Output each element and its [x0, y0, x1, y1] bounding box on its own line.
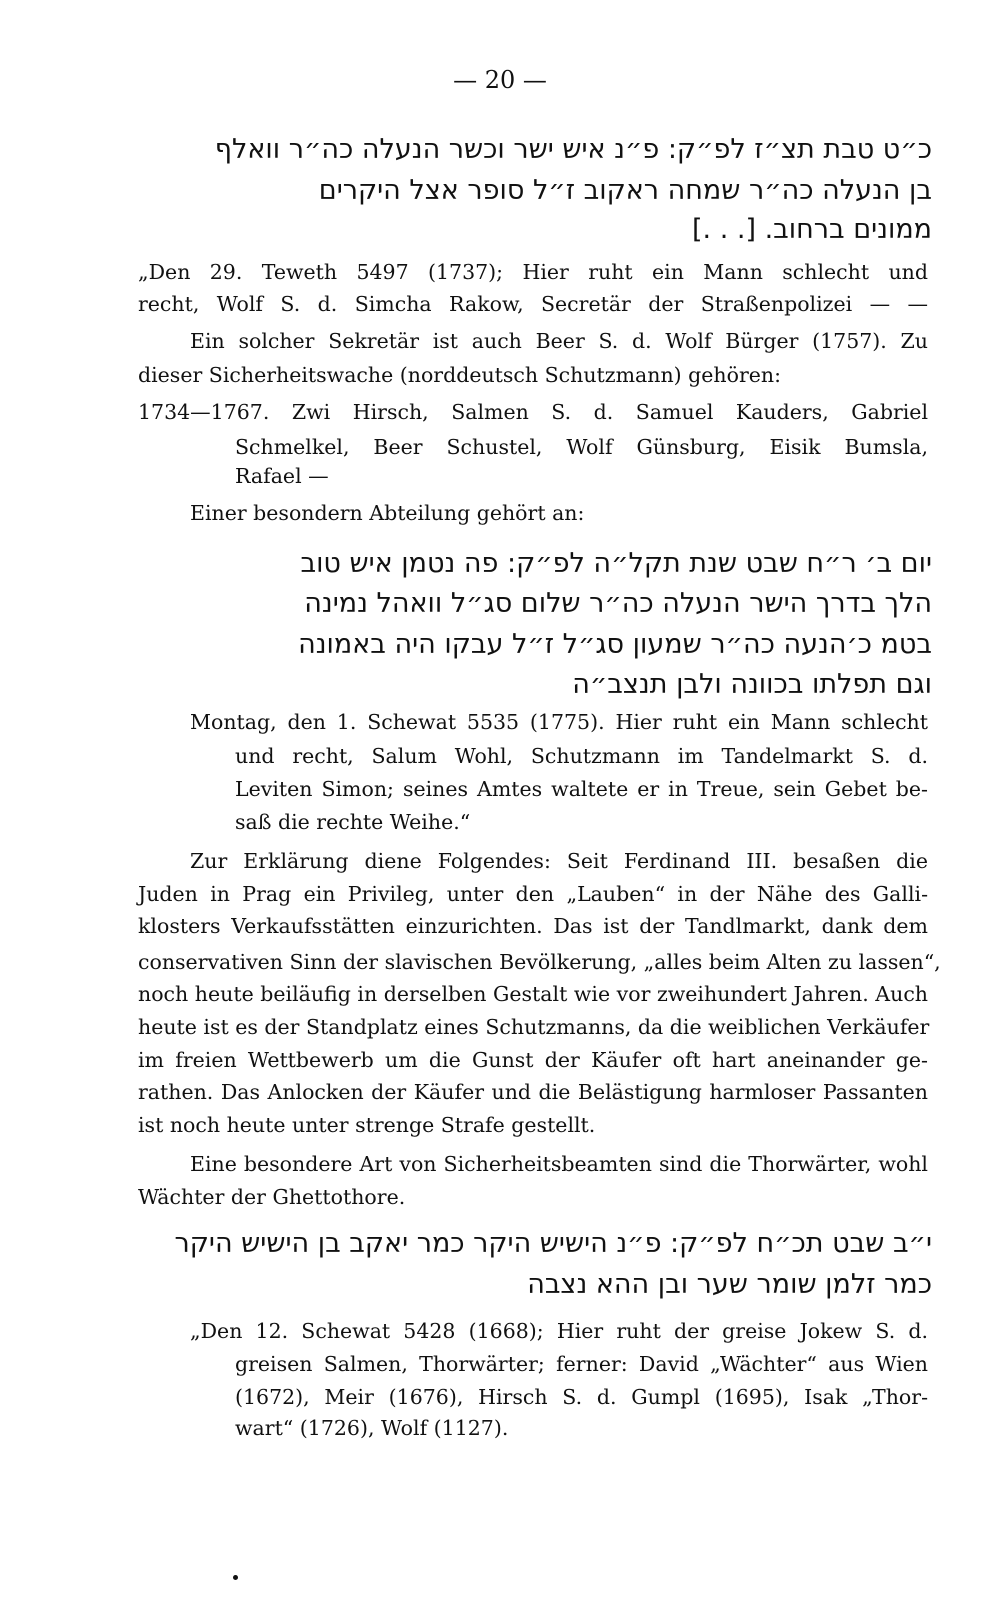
text-line: Zur Erklärung diene Folgendes: Seit Ferdinand III. besaßen die — [190, 849, 928, 873]
text-line: „Den 29. Teweth 5497 (1737); Hier ruht ein Mann schlecht und — [138, 260, 928, 284]
hebrew-line: בן הנעלה כה״ר שמחה ראקוב ז״ל סופר אצל היקרים — [318, 175, 932, 206]
text-line: Eine besondere Art von Sicherheitsbeamten sind die Thorwärter, wohl — [190, 1152, 928, 1176]
hebrew-line: כמר זלמן שומר שער ובן ההא נצבה — [527, 1269, 932, 1300]
text-line: saß die rechte Weihe.“ — [235, 810, 471, 834]
text-line: Schmelkel, Beer Schustel, Wolf Günsburg, Eisik Bumsla, — [235, 435, 928, 459]
hebrew-line: בטמ כ׳הנעה כה״ר שמעון סג״ל ז״ל עבקו היה באמונה — [298, 629, 932, 660]
text-line: noch heute beiläufig in derselben Gestalt wie vor zweihundert Jahren. Auch — [138, 982, 928, 1006]
hebrew-line: הלך בדרך הישר הנעלה כה״ר שלום סג״ל וואהל נמינה — [304, 588, 932, 619]
page-number: — 20 — — [453, 66, 547, 94]
text-line: im freien Wettbewerb um die Gunst der Käufer oft hart aneinander ge- — [138, 1048, 928, 1072]
text-line: heute ist es der Standplatz eines Schutzmanns, da die weiblichen Verkäufer — [138, 1015, 930, 1039]
text-line: greisen Salmen, Thorwärter; ferner: David „Wächter“ aus Wien — [235, 1352, 928, 1376]
hebrew-line: כ״ט טבת תצ״ז לפ״ק: פ״נ איש ישר וכשר הנעלה כה״ר וואלף — [214, 134, 932, 165]
text-line: Ein solcher Sekretär ist auch Beer S. d. Wolf Bürger (1757). Zu — [190, 329, 928, 353]
hebrew-line: וגם תפלתו בכוונה ולבן תנצב״ה — [572, 669, 932, 700]
text-line: „Den 12. Schewat 5428 (1668); Hier ruht der greise Jokew S. d. — [190, 1319, 928, 1343]
ink-speck — [233, 1575, 238, 1580]
text-line: und recht, Salum Wohl, Schutzmann im Tandelmarkt S. d. — [235, 744, 928, 768]
text-line: Einer besondern Abteilung gehört an: — [190, 501, 585, 525]
text-line: Leviten Simon; seines Amtes waltete er in Treue, sein Gebet be- — [235, 777, 928, 801]
text-line: wart“ (1726), Wolf (1127). — [235, 1416, 509, 1440]
text-line: 1734—1767. Zwi Hirsch, Salmen S. d. Samuel Kauders, Gabriel — [138, 400, 928, 424]
text-line: (1672), Meir (1676), Hirsch S. d. Gumpl (1695), Isak „Thor- — [235, 1385, 928, 1409]
text-line: conservativen Sinn der slavischen Bevölkerung, „alles beim Alten zu lassen“, — [138, 950, 941, 974]
hebrew-line: יום ב׳ ר״ח שבט שנת תקל״ה לפ״ק: פה נטמן איש טוב — [300, 548, 932, 579]
text-line: Juden in Prag ein Privileg, unter den „Lauben“ in der Nähe des Galli- — [138, 882, 928, 906]
text-line: dieser Sicherheitswache (norddeutsch Schutzmann) gehören: — [138, 363, 782, 387]
text-line: recht, Wolf S. d. Simcha Rakow, Secretär der Straßenpolizei — — — [138, 292, 928, 316]
text-line: Montag, den 1. Schewat 5535 (1775). Hier ruht ein Mann schlecht — [190, 710, 928, 734]
text-line: Wächter der Ghettothore. — [138, 1185, 406, 1209]
text-line: klosters Verkaufsstätten einzurichten. Das ist der Tandlmarkt, dank dem — [138, 914, 928, 938]
text-line: Rafael — — [235, 464, 329, 488]
hebrew-line: י״ב שבט תכ״ח לפ״ק: פ״נ הישיש היקר כמר יאקב בן הישיש היקר — [174, 1228, 932, 1259]
text-line: rathen. Das Anlocken der Käufer und die Belästigung harmloser Passanten — [138, 1080, 928, 1104]
text-line: ist noch heute unter strenge Strafe gestellt. — [138, 1113, 596, 1137]
hebrew-line: ממונים ברחוב. [. . .] — [692, 214, 932, 245]
